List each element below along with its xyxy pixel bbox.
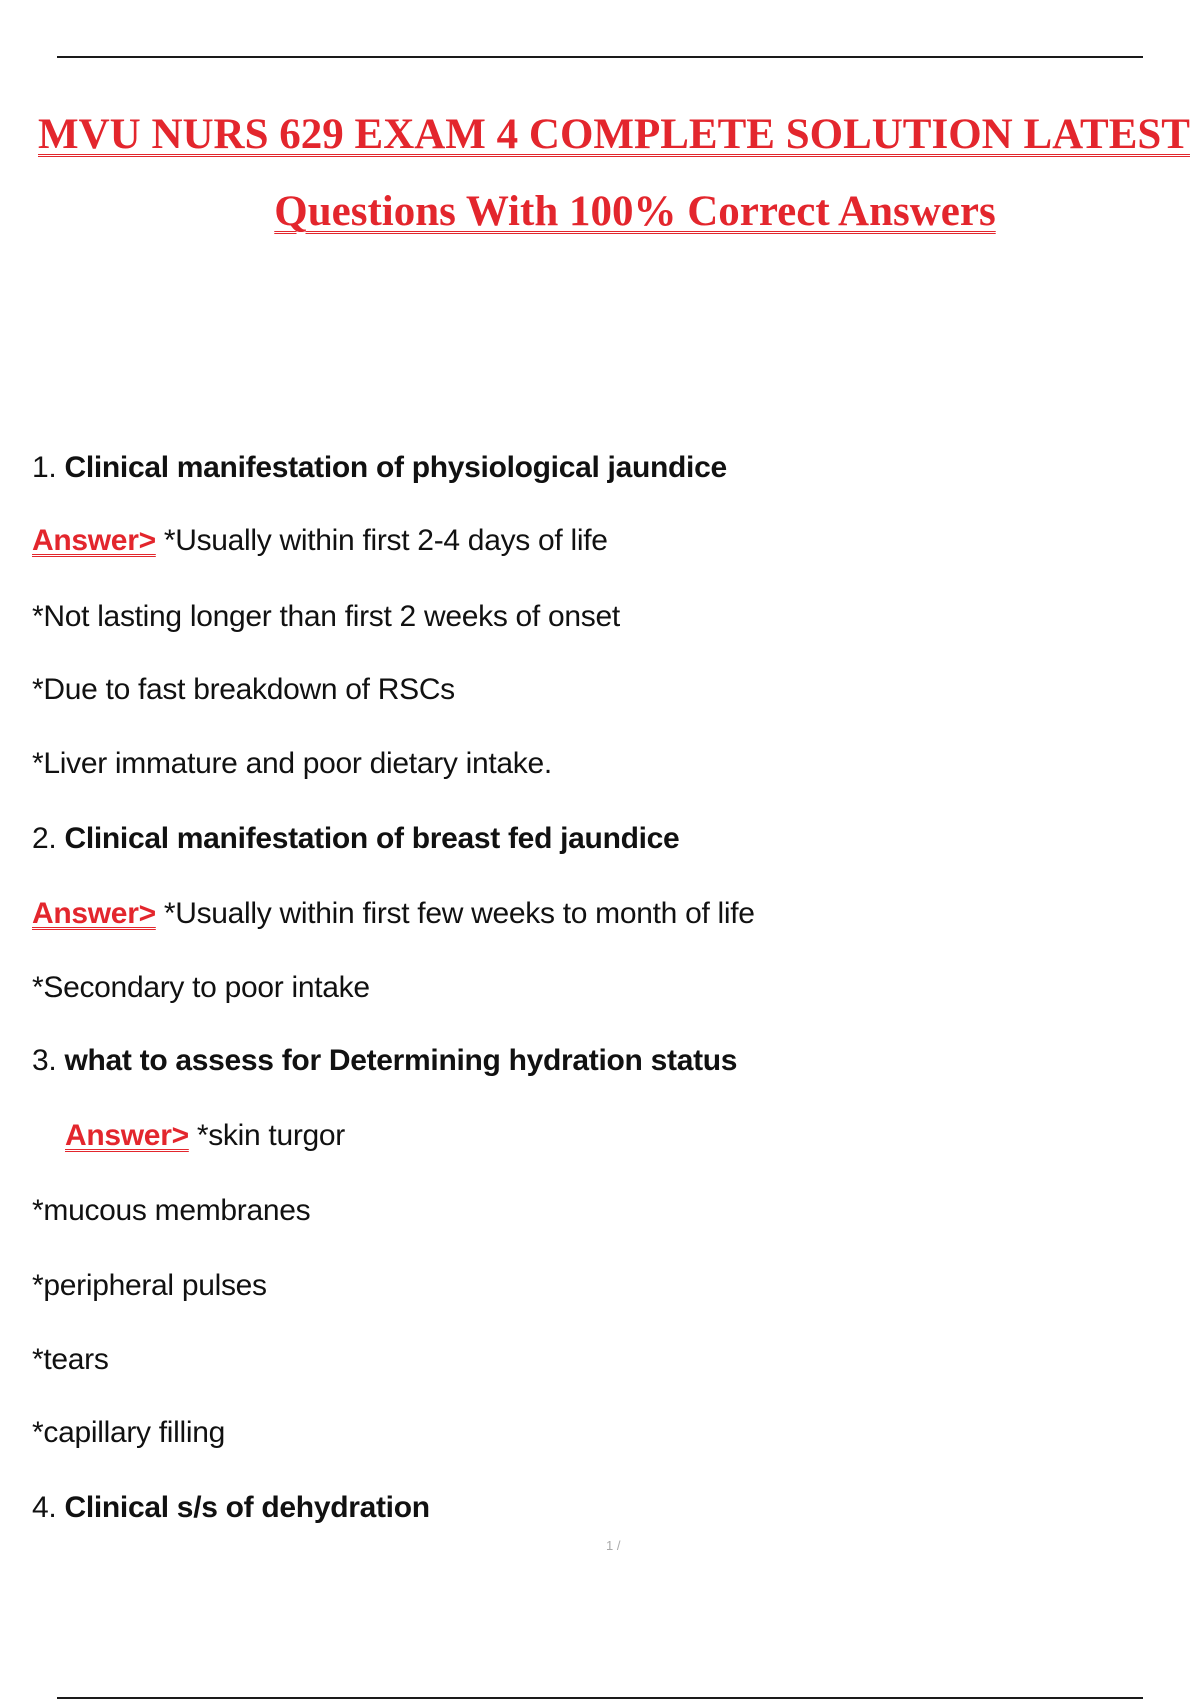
header-rule <box>57 56 1143 58</box>
answer-text: *skin turgor <box>196 1119 345 1152</box>
page-number: 1 / <box>606 1538 621 1553</box>
answer-label: Answer> <box>65 1119 189 1152</box>
question-title: Clinical manifestation of breast fed jaundice <box>64 822 680 855</box>
answer-text: *tears <box>32 1343 109 1376</box>
question-title: Clinical manifestation of physiological jaundice <box>64 451 727 484</box>
answer-line <box>65 1118 345 1154</box>
question-number: 2. <box>32 822 57 855</box>
question-title: Clinical s/s of dehydration <box>64 1491 430 1524</box>
answer-text: *Usually within first 2-4 days of life <box>163 524 608 557</box>
question-number: 1. <box>32 451 57 484</box>
question-4 <box>32 1490 430 1526</box>
question-number: 3. <box>32 1044 57 1077</box>
answer-text: *Due to fast breakdown of RSCs <box>32 673 455 706</box>
question-1 <box>32 450 727 486</box>
question-2 <box>32 821 679 857</box>
answer-text: *Not lasting longer than first 2 weeks of onset <box>32 600 620 633</box>
answer-line <box>32 896 755 932</box>
answer-text: *Secondary to poor intake <box>32 971 370 1004</box>
answer-text: *capillary filling <box>32 1416 226 1449</box>
question-title: what to assess for Determining hydration status <box>64 1044 738 1077</box>
question-number: 4. <box>32 1491 57 1524</box>
answer-label: Answer> <box>32 524 156 557</box>
answer-label: Answer> <box>32 897 156 930</box>
answer-line <box>32 523 608 559</box>
answer-text: *peripheral pulses <box>32 1269 267 1302</box>
footer-rule <box>57 1697 1143 1699</box>
answer-text: *Liver immature and poor dietary intake. <box>32 747 552 780</box>
answer-text: *mucous membranes <box>32 1194 311 1227</box>
document-title: MVU NURS 629 EXAM 4 COMPLETE SOLUTION LATEST <box>38 111 1190 158</box>
document-subtitle: Questions With 100% Correct Answers <box>274 188 996 235</box>
question-3 <box>32 1043 737 1079</box>
answer-text: *Usually within first few weeks to month of life <box>163 897 755 930</box>
